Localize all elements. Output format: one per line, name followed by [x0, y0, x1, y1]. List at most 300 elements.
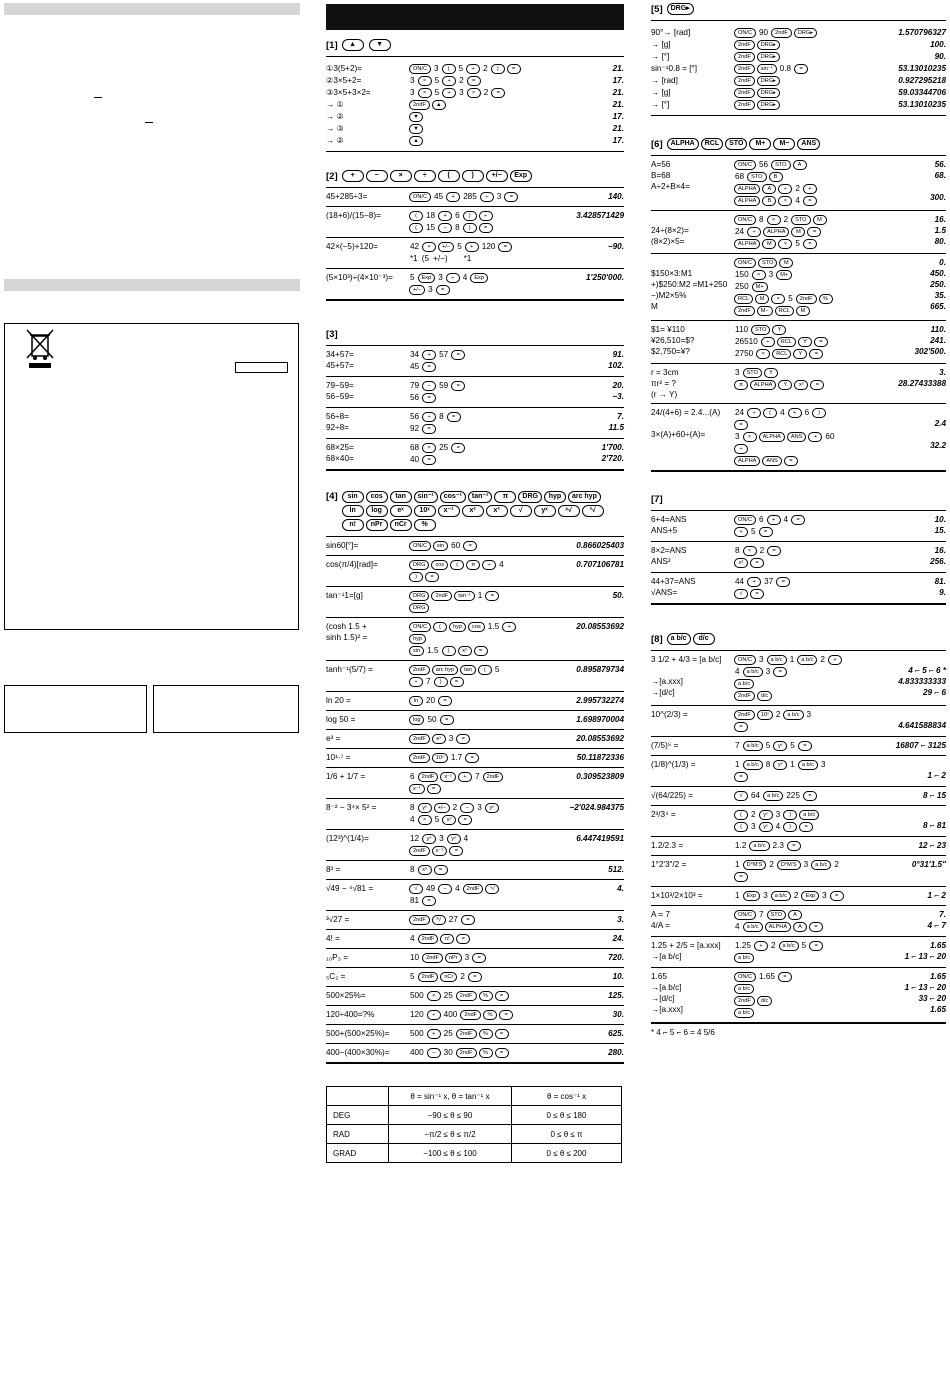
range-cell: 0 ≤ θ ≤ 180 — [512, 1106, 622, 1125]
key-text: 2 — [459, 76, 464, 85]
key-icon: yˣ — [418, 803, 432, 813]
key-icon: × — [427, 991, 441, 1001]
key-icon: yˣ — [422, 834, 436, 844]
expression: (7/5)⁵ = — [651, 741, 679, 750]
key-icon: yˣ — [773, 741, 787, 751]
key-icon: = — [451, 381, 465, 391]
result: 24. — [612, 934, 624, 943]
key-text: 60 — [451, 541, 461, 550]
key-icon: × — [771, 294, 785, 304]
keystroke-line — [408, 99, 528, 111]
key-text: 8 — [410, 803, 415, 812]
key-icon: ON/C — [409, 541, 431, 551]
keystrokes — [408, 1047, 528, 1059]
example-row — [326, 587, 624, 618]
key-text: 120 — [410, 1010, 424, 1019]
keystroke-line — [408, 1028, 528, 1040]
expression: 6+4=ANS ANS+5 — [651, 515, 687, 535]
key-icon: 2ndF — [734, 64, 755, 74]
keystrokes — [408, 621, 528, 657]
key-icon: ln — [409, 696, 423, 706]
key-icon: ( — [763, 408, 777, 418]
result: 0. 450. 250. 35. 665. — [930, 258, 946, 311]
expression: 8⁻² − 3⁴× 5² = — [326, 803, 377, 812]
expression: $150×3:M1 +)$250:M2 =M1+250 −)M2×5% M — [651, 269, 728, 311]
section-title: [4] — [326, 491, 338, 502]
key-icon: eˣ — [432, 734, 446, 744]
key-icon: 2ndF — [418, 972, 439, 982]
keystroke-line — [733, 526, 850, 538]
expression: 3 1/2 + 4/3 = [a b/c] →[a.xxx] →[d/c] — [651, 655, 722, 697]
key-text: 5 — [765, 741, 771, 750]
section-title: [2] — [326, 170, 338, 182]
key-text: 400 — [410, 1048, 424, 1057]
key-text: 2 — [751, 810, 756, 819]
key-icon: 10ˣ — [414, 505, 436, 517]
section-5 — [651, 3, 946, 116]
key-icon: % — [819, 294, 833, 304]
key-icon: √ — [734, 791, 748, 801]
keystroke-line — [733, 995, 850, 1007]
expression: → ② — [326, 112, 344, 121]
key-icon: STO — [767, 910, 786, 920]
key-icon: STO — [758, 258, 777, 268]
range-header-2: θ = cos⁻¹ x — [512, 1087, 622, 1106]
key-text: 81 — [410, 896, 420, 905]
key-icon: − — [366, 170, 388, 182]
key-text: 25 — [443, 1029, 453, 1038]
keystroke-line — [733, 890, 850, 902]
example-row — [326, 123, 624, 135]
key-icon: 2ndF — [460, 1010, 481, 1020]
key-icon: = — [456, 934, 470, 944]
keystroke-line — [733, 952, 850, 964]
key-text: 4 — [410, 815, 415, 824]
key-icon: x³ — [486, 505, 508, 517]
expression: A = 7 4/A = — [651, 910, 670, 930]
result: 10. — [612, 972, 624, 981]
keystroke-line — [408, 123, 528, 135]
expression: 1.65 →[a b/c] →[d/c] →[a.xxx] — [651, 972, 683, 1014]
key-text: 5 — [751, 527, 756, 536]
key-text: 1.5 — [487, 622, 500, 631]
example-row — [651, 651, 946, 706]
result: 110. 241. 302'500. — [914, 325, 946, 356]
key-icon: ( — [450, 560, 464, 570]
keystroke-line — [408, 241, 528, 253]
key-icon: 2ndF — [734, 76, 755, 86]
result: 53.13010235 — [898, 64, 946, 73]
section-title: [1] — [326, 39, 338, 51]
result: 1.65 1 ⌐ 13 ⌐ 20 33 ⌐ 20 1.65 — [904, 972, 946, 1014]
keystrokes — [408, 883, 528, 907]
example-row — [651, 87, 946, 99]
keystroke-line — [733, 940, 850, 952]
keystrokes — [408, 933, 528, 945]
key-icon: Y — [764, 368, 778, 378]
key-icon: = — [809, 349, 823, 359]
key-icon: cos⁻¹ — [440, 491, 466, 503]
key-icon: = — [450, 677, 464, 687]
key-text: 6 — [455, 211, 460, 220]
key-icon: arc hyp — [432, 665, 458, 675]
keystroke-line — [733, 336, 850, 348]
key-icon: = — [734, 722, 748, 732]
result: 50. — [612, 591, 624, 600]
example-row — [651, 27, 946, 39]
result: 20.08553692 — [576, 622, 624, 631]
key-icon: ) — [434, 677, 448, 687]
section-2 — [326, 170, 624, 301]
overline-mark-1 — [94, 97, 102, 98]
section-1-list — [326, 57, 624, 152]
keystroke-line — [408, 63, 528, 75]
keystrokes — [408, 664, 528, 688]
key-icon: a b/c — [811, 860, 831, 870]
keystroke-line — [408, 135, 528, 147]
range-header-blank — [327, 1087, 389, 1106]
key-text: 3 — [822, 891, 827, 900]
left-column — [4, 0, 300, 15]
key-icon: ) — [783, 822, 797, 832]
angle-range-table — [326, 1086, 622, 1163]
key-icon: d/c — [757, 996, 772, 1006]
key-icon: + — [788, 408, 802, 418]
key-text: 2 — [834, 860, 839, 869]
key-icon: = — [422, 362, 436, 372]
expression: 1/6 + 1/7 = — [326, 772, 366, 781]
example-row — [326, 63, 624, 75]
result: 7. 4 ⌐ 7 — [927, 910, 946, 930]
key-icon: ON/C — [734, 972, 756, 982]
result: 4. — [617, 884, 624, 893]
keystroke-line — [733, 226, 850, 238]
key-icon: a b/c — [799, 810, 819, 820]
keystroke-line — [733, 709, 850, 721]
keystroke-line — [408, 676, 528, 688]
keystroke-line — [733, 721, 850, 733]
key-icon: = — [449, 846, 463, 856]
example-row — [651, 968, 946, 1023]
key-icon: STO — [747, 172, 766, 182]
keystrokes — [733, 99, 850, 111]
keystrokes — [733, 51, 850, 63]
expression: 4! = — [326, 934, 340, 943]
key-icon: 2ndF — [409, 100, 430, 110]
key-icon: DRG▸ — [794, 28, 817, 38]
example-row — [326, 911, 624, 930]
key-icon: π — [466, 560, 480, 570]
key-icon: ALPHA — [734, 196, 760, 206]
key-icon: + — [502, 622, 516, 632]
example-row — [326, 439, 624, 470]
key-text: 2 — [769, 860, 774, 869]
key-icon: x² — [458, 646, 472, 656]
key-text: 4 — [735, 667, 740, 676]
keystroke-line — [733, 666, 850, 678]
keystroke-line — [408, 75, 528, 87]
key-icon: % — [483, 1010, 497, 1020]
expression: ①3(5+2)= — [326, 64, 363, 73]
key-icon: = — [422, 896, 436, 906]
key-icon: = — [461, 915, 475, 925]
key-icon: Exp — [743, 891, 761, 901]
keystroke-line — [408, 284, 528, 296]
example-row — [326, 618, 624, 661]
right-column — [651, 0, 946, 1037]
key-text: 3 — [768, 270, 774, 279]
keystroke-line — [408, 442, 528, 454]
key-text: 8 — [765, 760, 771, 769]
result: 1.698970004 — [576, 715, 624, 724]
section-7 — [651, 494, 946, 605]
key-icon: % — [414, 519, 436, 531]
key-icon: ( — [478, 665, 492, 675]
key-text: 5 — [494, 665, 500, 674]
expression: A=56 B=68 A÷2+B×4= — [651, 160, 690, 191]
expression: $1= ¥110 ¥26,510=$? $2,750=¥? — [651, 325, 695, 356]
key-icon: ALPHA — [734, 239, 760, 249]
key-icon: ALPHA — [759, 432, 785, 442]
key-icon: a b/c — [749, 841, 769, 851]
keystroke-line — [408, 87, 528, 99]
result: 21. — [612, 100, 624, 109]
key-icon: ON/C — [734, 655, 756, 665]
key-icon: √ — [510, 505, 532, 517]
example-row — [326, 1044, 624, 1063]
expression: √(64/225) = — [651, 791, 694, 800]
key-text: 1 — [789, 655, 795, 664]
example-row — [326, 377, 624, 408]
key-icon: Exp — [418, 273, 436, 283]
keystroke-line — [733, 654, 850, 666]
key-icon: + — [747, 577, 761, 587]
key-text: 5 — [801, 941, 807, 950]
key-icon: = — [440, 715, 454, 725]
key-icon: a b/c — [798, 760, 818, 770]
keystroke-line — [408, 1047, 528, 1059]
section-4 — [326, 491, 624, 1064]
key-text: 6 — [758, 515, 764, 524]
keystroke-line — [408, 645, 528, 657]
expression: log 50 = — [326, 715, 356, 724]
key-text: 7 — [758, 910, 764, 919]
result: 2.995732274 — [576, 696, 624, 705]
key-icon: Exp — [470, 273, 488, 283]
expression: 400−(400×30%)= — [326, 1048, 390, 1057]
keystroke-line — [733, 171, 850, 183]
key-icon: ) — [463, 211, 477, 221]
key-icon: ON/C — [734, 28, 756, 38]
keystrokes — [408, 210, 528, 234]
result: 3. — [617, 915, 624, 924]
key-icon: − — [422, 381, 436, 391]
key-icon: ) — [812, 408, 826, 418]
section-3-list — [326, 346, 624, 471]
key-text: 10 — [410, 953, 420, 962]
range-row — [327, 1125, 622, 1144]
key-icon: D°M'S — [743, 860, 767, 870]
example-row — [326, 188, 624, 207]
key-icon: 2ndF — [456, 1048, 477, 1058]
key-text: 5 — [434, 76, 440, 85]
key-icon: x² — [794, 380, 808, 390]
keystrokes — [408, 411, 528, 435]
key-icon: sin — [433, 541, 448, 551]
key-icon: = — [495, 1029, 509, 1039]
key-icon: + — [446, 192, 460, 202]
result: 0.895879734 — [576, 665, 624, 674]
key-text: 3 — [459, 88, 464, 97]
key-icon: yˣ — [773, 760, 787, 770]
key-icon: = — [767, 546, 781, 556]
keystroke-line — [408, 883, 528, 895]
example-row — [651, 156, 946, 211]
key-icon: √ — [734, 589, 748, 599]
key-text: 37 — [764, 577, 774, 586]
example-row — [651, 542, 946, 573]
key-text: 2 — [783, 215, 789, 224]
keystroke-line — [733, 690, 850, 702]
key-text: 1 — [735, 891, 740, 900]
key-icon: 10ˣ — [432, 753, 448, 763]
key-icon: = — [809, 941, 823, 951]
key-text: 56 — [410, 412, 420, 421]
expression: → [g] — [651, 88, 671, 97]
key-icon: π — [494, 491, 516, 503]
example-row — [326, 830, 624, 861]
keystroke-line — [408, 411, 528, 423]
keystrokes — [733, 214, 850, 250]
key-text: 1.5 — [427, 646, 439, 655]
key-icon: + — [442, 76, 456, 86]
keystroke-line — [733, 588, 850, 600]
key-text: 2 — [460, 972, 465, 981]
key-icon: = — [803, 791, 817, 801]
expression: e³ = — [326, 734, 341, 743]
key-text: 3 — [464, 953, 470, 962]
result: 17. — [612, 112, 624, 121]
key-text: 3 — [806, 710, 812, 719]
key-icon: ON/C — [734, 258, 756, 268]
keystroke-line — [408, 222, 528, 234]
key-icon: a b/c — [743, 922, 763, 932]
key-text: 1 — [790, 760, 795, 769]
key-icon: sin — [409, 646, 424, 656]
key-text: 42 — [410, 242, 420, 251]
keystroke-line — [408, 602, 528, 614]
key-text: 20 — [426, 696, 436, 705]
keystrokes — [733, 63, 850, 75]
result: 140. — [608, 192, 624, 201]
notice-label-box — [235, 362, 288, 373]
key-icon: yˣ — [759, 822, 773, 832]
keystroke-line — [408, 540, 528, 552]
key-text: 7 — [426, 677, 431, 686]
result: 0.927295218 — [898, 76, 946, 85]
key-icon: ÷ — [414, 170, 436, 182]
expression: 56÷8= 92÷8= — [326, 412, 349, 432]
key-icon: − — [427, 1048, 441, 1058]
key-text: 500 — [410, 1029, 424, 1038]
key-icon: M — [813, 215, 827, 225]
keystrokes — [408, 559, 528, 583]
key-icon: = — [474, 646, 488, 656]
key-text: 5 — [434, 815, 440, 824]
key-text: 68 — [410, 443, 420, 452]
key-icon: 2ndF — [734, 52, 755, 62]
expression: 1.25 + 2/5 = [a.xxx] →[a b/c] — [651, 941, 721, 961]
result: 512. — [608, 865, 624, 874]
key-icon: M− — [757, 306, 773, 316]
keystrokes — [733, 514, 850, 538]
expression: r = 3cm πr² = ? (r → Y) — [651, 368, 679, 399]
keystroke-line — [733, 983, 850, 995]
keystrokes — [408, 833, 528, 857]
keystroke-line — [408, 590, 528, 602]
result: 17. — [612, 76, 624, 85]
example-row — [326, 408, 624, 439]
key-icon: × — [767, 215, 781, 225]
fraction-footnote: * 4 ⌐ 5 ⌐ 6 = 4 5/6 — [651, 1028, 715, 1037]
keystroke-line — [733, 324, 850, 336]
keystroke-line — [408, 210, 528, 222]
key-icon: cos — [431, 560, 448, 570]
key-icon: ˣ√ — [485, 884, 499, 894]
keystroke-line — [733, 759, 850, 771]
key-text: 4 — [783, 515, 789, 524]
key-text: 1 — [735, 760, 740, 769]
key-icon: = — [422, 424, 436, 434]
key-icon: log — [366, 505, 388, 517]
key-text: 40 — [410, 455, 420, 464]
key-icon: A — [788, 910, 802, 920]
key-icon: hyp — [544, 491, 566, 503]
key-icon: + — [808, 432, 822, 442]
key-text: 4 — [455, 884, 460, 893]
example-row — [326, 799, 624, 830]
keystroke-line — [408, 664, 528, 676]
keystroke-line — [408, 621, 528, 645]
keystroke-line — [408, 380, 528, 392]
result: 7. 11.5 — [608, 412, 624, 432]
keystroke-line — [408, 733, 528, 745]
key-icon: % — [479, 1029, 493, 1039]
result: 90. — [934, 52, 946, 61]
keystrokes — [408, 272, 528, 296]
key-text: 2 — [483, 88, 489, 97]
key-icon: 2ndF — [483, 772, 504, 782]
section-title: [8] — [651, 633, 663, 645]
result: 20. −3. — [612, 381, 624, 401]
expression: → [g] — [651, 40, 671, 49]
expression: √49 − ⁴√81 = — [326, 884, 374, 893]
key-text: 92 — [410, 424, 420, 433]
key-icon: 2ndF — [463, 884, 484, 894]
example-row — [326, 269, 624, 300]
result: 1 ⌐ 2 — [927, 771, 946, 780]
key-icon: ( — [438, 170, 460, 182]
key-icon: cos — [468, 622, 485, 632]
key-icon: M+ — [776, 270, 792, 280]
section-title: [3] — [326, 329, 338, 340]
example-row — [326, 711, 624, 730]
key-icon: + — [803, 184, 817, 194]
keystroke-line — [408, 814, 528, 826]
key-icon: DRG▸ — [757, 52, 780, 62]
expression: 90°→ [rad] — [651, 28, 691, 37]
key-icon: M — [796, 306, 810, 316]
